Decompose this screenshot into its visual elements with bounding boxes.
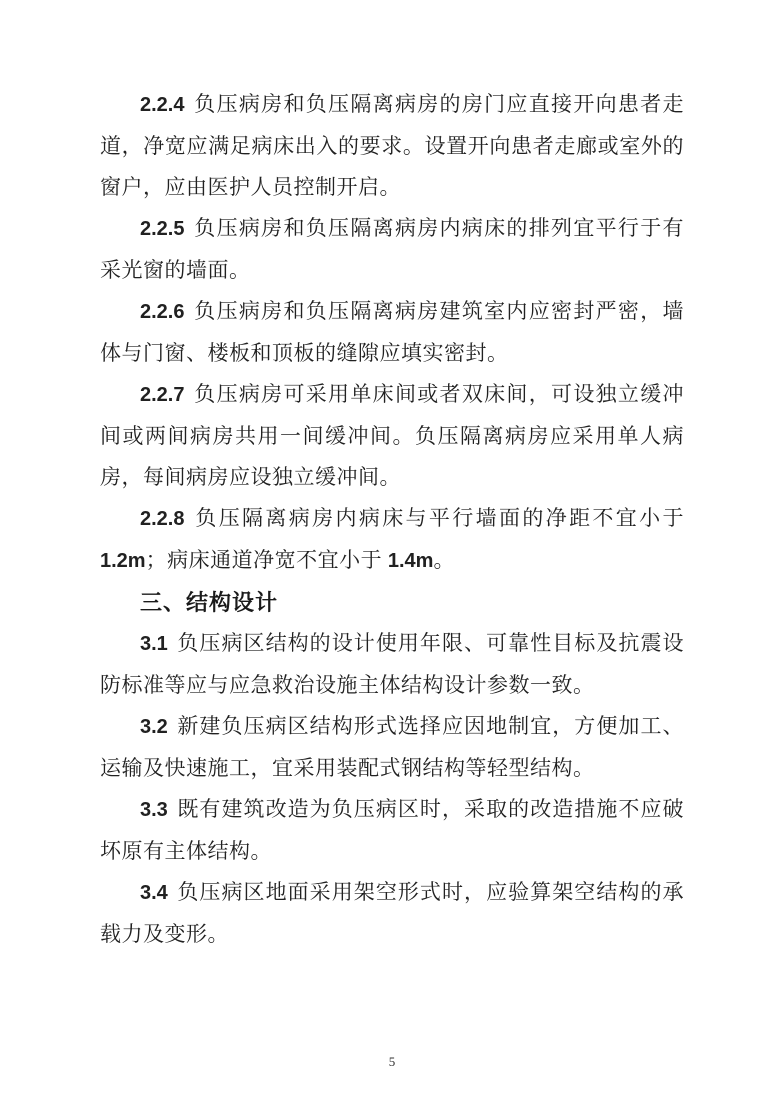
clause-number: 2.2.7 — [140, 384, 185, 406]
measurement-value: 1.2m — [100, 550, 146, 572]
clause-text: ；病床通道净宽不宜小于 — [145, 548, 388, 572]
section-heading: 三、结构设计 — [140, 590, 279, 615]
clause-text: 负压病区地面采用架空形式时，应验算架空结构的承载力及变形。 — [100, 880, 684, 946]
clause-2-2-5 — [100, 208, 684, 291]
clause-number: 2.2.6 — [140, 301, 185, 323]
clause-2-2-4 — [100, 84, 684, 208]
clause-text: 负压病房和负压隔离病房的房门应直接开向患者走道，净宽应满足病床出入的要求。设置开向患者走廊或室外的窗户，应由医护人员控制开启。 — [100, 92, 684, 199]
page-number: 5 — [388, 1054, 396, 1069]
clause-number: 3.4 — [140, 882, 168, 904]
clause-2-2-7 — [100, 374, 684, 498]
clause-3-2 — [100, 706, 684, 789]
clause-number: 2.2.5 — [140, 218, 185, 240]
clause-3-1 — [100, 623, 684, 706]
clause-3-4 — [100, 872, 684, 955]
clause-text: 既有建筑改造为负压病区时，采取的改造措施不应破坏原有主体结构。 — [100, 797, 684, 863]
clause-number: 3.2 — [140, 716, 168, 738]
clause-text: 。 — [433, 548, 455, 572]
clause-2-2-6 — [100, 291, 684, 374]
clause-text: 负压病房和负压隔离病房建筑室内应密封严密，墙体与门窗、楼板和顶板的缝隙应填实密封。 — [100, 299, 684, 365]
clause-text: 负压病区结构的设计使用年限、可靠性目标及抗震设防标准等应与应急救治设施主体结构设计参数一致。 — [100, 631, 684, 697]
clause-2-2-8 — [100, 498, 684, 582]
clause-text: 负压病房和负压隔离病房内病床的排列宜平行于有采光窗的墙面。 — [100, 216, 684, 282]
clause-number: 3.3 — [140, 799, 168, 821]
clause-number: 2.2.8 — [140, 508, 185, 530]
clause-number: 2.2.4 — [140, 94, 185, 116]
document-body — [100, 84, 684, 955]
clause-3-3 — [100, 789, 684, 872]
clause-text: 负压隔离病房内病床与平行墙面的净距不宜小于 — [193, 506, 684, 530]
measurement-value: 1.4m — [387, 550, 434, 572]
clause-text: 新建负压病区结构形式选择应因地制宜，方便加工、运输及快速施工，宜采用装配式钢结构等轻型结构。 — [100, 714, 684, 780]
clause-text: 负压病房可采用单床间或者双床间，可设独立缓冲间或两间病房共用一间缓冲间。负压隔离病房应采用单人病房，每间病房应设独立缓冲间。 — [100, 382, 684, 489]
clause-number: 3.1 — [140, 633, 168, 655]
